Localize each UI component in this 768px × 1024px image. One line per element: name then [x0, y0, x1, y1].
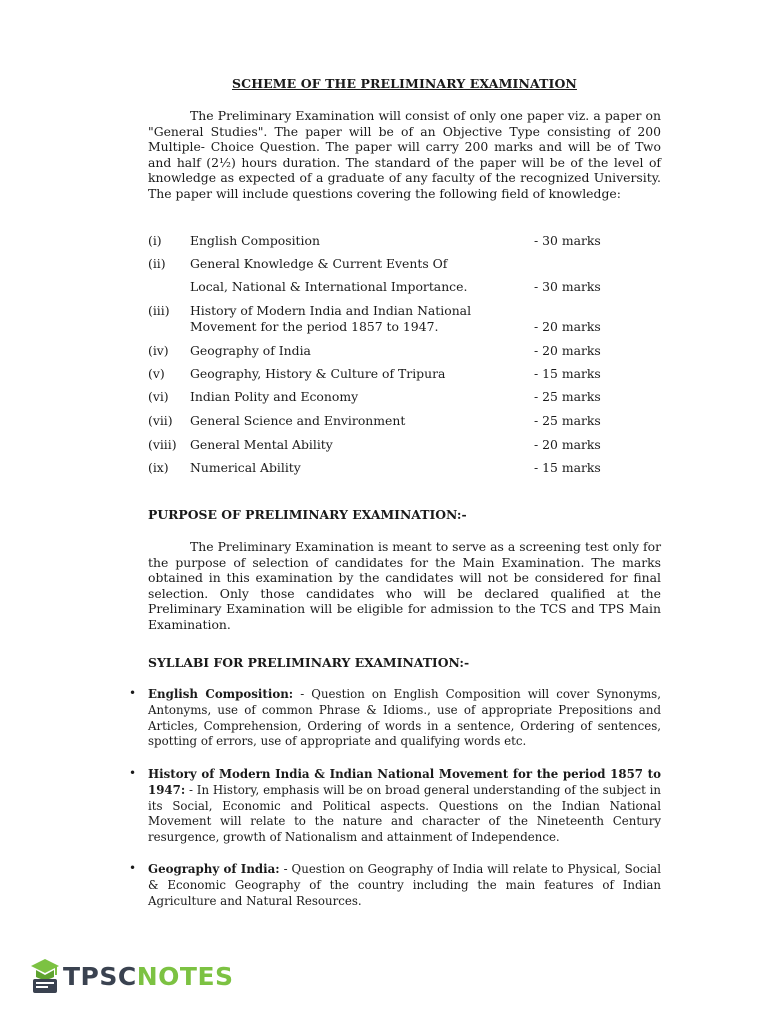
syllabus-bullet [129, 766, 661, 846]
purpose-heading: PURPOSE OF PRELIMINARY EXAMINATION:- [148, 507, 467, 522]
subject-name: Numerical Ability [190, 460, 301, 475]
logo-wordmark: TPSCNOTES [63, 961, 234, 991]
subject-marks: - 30 marks [534, 233, 601, 248]
subject-number: (i) [148, 233, 162, 248]
page-title: SCHEME OF THE PRELIMINARY EXAMINATION [232, 76, 577, 91]
subject-name: Geography, History & Culture of Tripura [190, 366, 446, 381]
subject-name: Indian Polity and Economy [190, 389, 359, 404]
bullet-text: - Question on English Composition will cover Synonyms, Antonyms, use of common Phrase & Idioms., use of appropriate Prepositions and Articles, Comprehension, Ordering of words in a sentence, Ordering of sentences, spotting of errors, use of appropriate and qualifying words etc. [148, 687, 661, 749]
subject-marks: - 25 marks [534, 389, 601, 404]
subject-number: (iv) [148, 343, 169, 358]
bullet-dot-icon: • [129, 686, 137, 700]
subject-marks: - 20 marks [534, 437, 601, 452]
bullet-dot-icon: • [129, 861, 137, 875]
subject-number: (ix) [148, 460, 169, 475]
bullet-text: - In History, emphasis will be on broad general understanding of the subject in its Social, Economic and Political aspects. Questions on the Indian National Movement will relate to the nature and character of the Nineteenth Century resurgence, growth of Nationalism and attainment of Independence. [148, 782, 661, 845]
syllabus-bullet [129, 686, 661, 750]
intro-paragraph: The Preliminary Examination will consist of only one paper viz. a paper on "General Studies". The paper will be of an Objective Type consisting of 200 Multiple- Choice Question. The paper will carry 200 marks and will be of Two and half (2½) hours duration. The standard of the paper will be of the level of knowledge as expected of a graduate of any faculty of the recognized University. The paper will include questions covering the following field of knowledge: [148, 108, 661, 201]
subject-name: Geography of India [190, 343, 311, 358]
bullet-lead: History of Modern India & Indian National Movement for the period 1857 to 1947: [148, 767, 661, 797]
subject-marks: - 15 marks [534, 366, 601, 381]
subject-number: (vi) [148, 389, 169, 404]
syllabi-heading: SYLLABI FOR PRELIMINARY EXAMINATION:- [148, 655, 470, 670]
subject-number: (vii) [148, 413, 173, 428]
subject-number: (v) [148, 366, 165, 381]
subject-marks: - 15 marks [534, 460, 601, 475]
subject-number: (ii) [148, 256, 166, 271]
subject-name: General Mental Ability [190, 437, 333, 452]
subject-marks: - 30 marks [534, 279, 601, 294]
tpscnotes-logo [30, 956, 234, 996]
subject-name: English Composition [190, 233, 320, 248]
subject-number: (viii) [148, 437, 177, 452]
subject-marks: - 25 marks [534, 413, 601, 428]
bullet-lead: English Composition: [148, 687, 294, 701]
syllabus-bullet [129, 861, 661, 909]
subject-marks: - 20 marks [534, 343, 601, 358]
subject-number: (iii) [148, 303, 170, 318]
subject-name: General Knowledge & Current Events Of [190, 256, 448, 271]
bullet-dot-icon: • [129, 766, 137, 780]
subject-name: General Science and Environment [190, 413, 406, 428]
subject-name: History of Modern India and Indian National Movement for the period 1857 to 1947. [190, 303, 472, 334]
bullet-lead: Geography of India: [148, 862, 280, 876]
subject-marks: - 20 marks [534, 318, 601, 334]
purpose-paragraph: The Preliminary Examination is meant to serve as a screening test only for the purpose of selection of candidates for the Main Examination. The marks obtained in this examination by the candidates will not be considered for final selection. Only those candidates who will be declared qualified at the Preliminary Examination will be eligible for admission to the TCS and TPS Main Examination. [148, 539, 661, 632]
graduation-cap-icon [30, 957, 60, 995]
bullet-text: - Question on Geography of India will relate to Physical, Social & Economic Geography of the country including the main features of Indian Agriculture and Natural Resources. [148, 862, 661, 908]
subject-name: Local, National & International Importance. [190, 279, 468, 294]
